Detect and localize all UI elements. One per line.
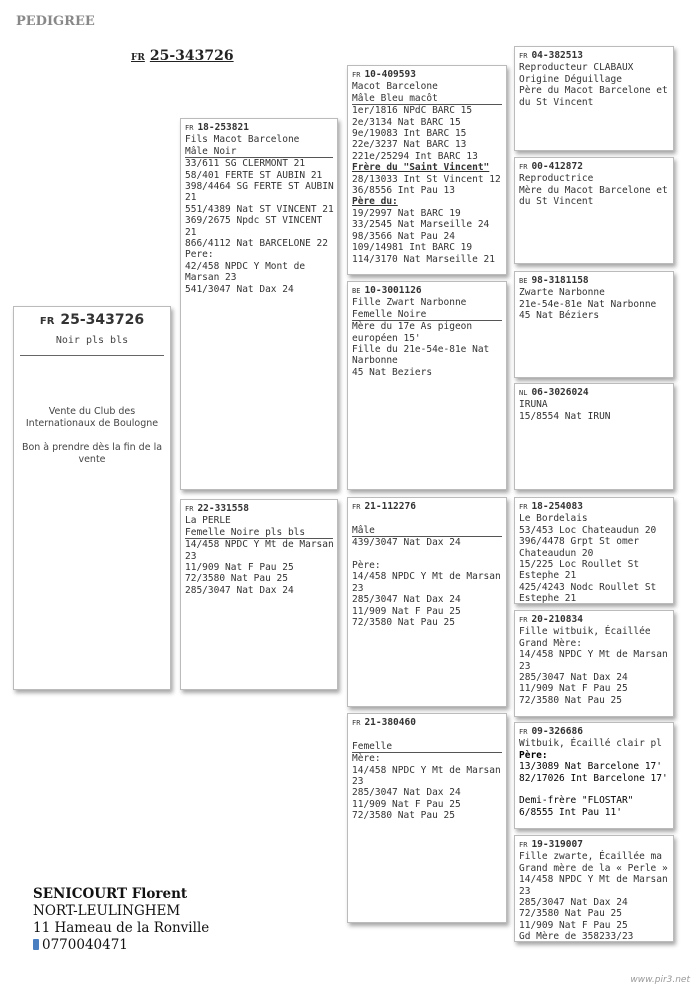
- ring-number: [352, 717, 502, 729]
- result-line: 22e/3237 Nat BARC 13: [352, 139, 467, 151]
- pigeon-sex-color: Mâle Noir: [185, 145, 237, 157]
- relation-label: Père:: [519, 749, 548, 761]
- result-line: 11/909 Nat F Pau 25: [352, 798, 461, 810]
- result-line: 13/3089 Nat Barcelone 17': [519, 761, 662, 773]
- sire-sire-dam-card: [514, 157, 674, 264]
- relation-label: Frère du "Saint Vincent": [352, 162, 490, 174]
- result-line: 45 Nat Beziers: [352, 366, 433, 378]
- pigeon-name: La PERLE: [185, 515, 231, 527]
- result-line: 9e/19083 Int BARC 15: [352, 128, 467, 140]
- result-line: Grand Mère:: [519, 637, 582, 649]
- result-line: 369/2675 Npdc ST VINCENT: [185, 215, 323, 227]
- pigeon-name: Macot Barcelone: [352, 81, 438, 93]
- result-line: 33/2545 Nat Marseille 24: [352, 219, 490, 231]
- result-line: 15/225 Loc Roullet St: [519, 559, 640, 571]
- result-line: 285/3047 Nat Dax 24: [519, 897, 628, 909]
- result-line: 21e-54e-81e Nat Narbonne: [519, 298, 657, 310]
- ring-id: 20-210834: [531, 614, 583, 625]
- result-line: 114/3170 Nat Marseille 21: [352, 253, 495, 265]
- result-line: 285/3047 Nat Dax 24: [185, 584, 294, 596]
- owner-info: [33, 886, 209, 954]
- result-line: 11/909 Nat F Pau 25: [519, 919, 628, 931]
- country-code: FR: [352, 503, 361, 511]
- result-line: Gd Mère de 358233/23: [519, 931, 634, 942]
- owner-name: SENICOURT Florent: [33, 886, 188, 902]
- sire-dam-card: [347, 281, 507, 490]
- pigeon-name: Fils Macot Barcelone: [185, 134, 300, 146]
- pigeon-name: Fille Zwart Narbonne: [352, 297, 467, 309]
- dam-sire-dam-card: [514, 610, 674, 717]
- result-line: Zwarte Narbonne: [519, 287, 605, 299]
- result-line: 14/458 NPDC Y Mt de Marsan: [519, 874, 668, 886]
- ring-number: [352, 285, 502, 297]
- result-line: 551/4389 Nat ST VINCENT 21: [185, 203, 334, 215]
- sire-card: [180, 118, 338, 490]
- owner-phone[interactable]: 0770040471: [42, 937, 128, 953]
- country-code: FR: [519, 728, 528, 736]
- result-line: 2e/3134 Nat BARC 15: [352, 116, 461, 128]
- country-code: FR: [131, 53, 145, 63]
- ring-id: 06-3026024: [531, 387, 589, 398]
- result-line: 28/13033 Int St Vincent 12: [352, 173, 501, 185]
- result-line: 23: [352, 582, 364, 594]
- result-line: IRUNA: [519, 399, 548, 411]
- result-line: 23: [352, 776, 364, 788]
- sire-dam-sire-card: [514, 271, 674, 378]
- result-line: 72/3580 Nat Pau 25: [519, 694, 622, 706]
- country-code: FR: [185, 505, 194, 513]
- result-line: 98/3566 Nat Pau 24: [352, 230, 455, 242]
- result-line: 14/458 NPDC Y Mt de Marsan: [519, 649, 668, 661]
- result-line: 285/3047 Nat Dax 24: [519, 672, 628, 684]
- ring-number: [519, 50, 669, 62]
- country-code: FR: [519, 163, 528, 171]
- footer-site[interactable]: www.pir3.net: [630, 975, 690, 985]
- result-line: Marsan 23: [185, 272, 237, 284]
- top-ring-number: [131, 48, 234, 64]
- result-line: Origine Déguillage: [519, 73, 622, 85]
- main-note-offer: Bon à prendre dès la fin de la vente: [21, 441, 163, 465]
- ring-id: 18-254083: [531, 501, 583, 512]
- country-code: BE: [519, 277, 528, 285]
- dam-card: [180, 499, 338, 690]
- result-line: 14/458 NPDC Y Mt de Marsan: [352, 571, 501, 583]
- result-line: 23: [519, 885, 531, 897]
- owner-phone-row: [33, 937, 209, 954]
- result-line: européen 15': [352, 332, 421, 344]
- ring-id: 09-326686: [531, 726, 583, 737]
- result-line: 396/4478 Grpt St omer: [519, 536, 640, 548]
- ring-number: [352, 501, 502, 513]
- result-line: Mère:: [352, 753, 381, 765]
- page-title: PEDIGREE: [16, 14, 95, 29]
- result-line: 19/2997 Nat BARC 19: [352, 207, 461, 219]
- result-line: 11/909 Nat F Pau 25: [185, 562, 294, 574]
- result-line: 21: [185, 226, 197, 238]
- result-line: Pere:: [185, 249, 214, 261]
- result-line: 82/17026 Int Barcelone 17': [519, 772, 668, 784]
- ring-id: 00-412872: [531, 161, 583, 172]
- dam-sire-sire-card: [514, 497, 674, 604]
- result-line: 23: [519, 660, 531, 672]
- result-line: 221e/25294 Int BARC 13: [352, 150, 478, 162]
- country-code: NL: [519, 389, 528, 397]
- result-line: 33/611 SG CLERMONT 21: [185, 158, 306, 170]
- country-code: FR: [352, 71, 361, 79]
- result-line: Reproducteur CLABAUX: [519, 62, 634, 74]
- result-line: 439/3047 Nat Dax 24: [352, 537, 461, 549]
- result-line: Chateaudun 20: [519, 547, 594, 559]
- result-line: Fille witbuik, Écaillée: [519, 626, 651, 638]
- result-line: 72/3580 Nat Pau 25: [352, 617, 455, 629]
- ring-id: 21-112276: [364, 501, 416, 512]
- result-line: 21: [185, 192, 197, 204]
- result-line: 15/8554 Nat IRUN: [519, 410, 611, 422]
- result-line: 285/3047 Nat Dax 24: [352, 787, 461, 799]
- result-line: Mère du Macot Barcelone et: [519, 184, 668, 196]
- result-line: 14/458 NPDC Y Mt de Marsan: [185, 539, 334, 551]
- country-code: BE: [352, 287, 361, 295]
- result-line: 53/453 Loc Chateaudun 20: [519, 524, 657, 536]
- result-line: du St Vincent: [519, 96, 594, 108]
- ring-number: [352, 69, 502, 81]
- ring-number: [519, 275, 669, 287]
- relation-label: Père du:: [352, 196, 398, 208]
- result-line: Narbonne: [352, 355, 398, 367]
- phone-icon: [33, 939, 39, 950]
- ring-number: [519, 387, 669, 399]
- result-line: 541/3047 Nat Dax 24: [185, 283, 294, 295]
- ring-number: [519, 501, 669, 513]
- dam-dam-card: [347, 713, 507, 923]
- ring-id: 98-3181158: [531, 275, 589, 286]
- result-line: du St Vincent: [519, 196, 594, 208]
- sire-dam-dam-card: [514, 383, 674, 490]
- result-line: 285/3047 Nat Dax 24: [352, 594, 461, 606]
- country-code: FR: [519, 52, 528, 60]
- ring-id: 19-319007: [531, 839, 583, 850]
- result-line: 6/8555 Int Pau 11': [519, 806, 622, 818]
- result-line: Père:: [352, 560, 381, 572]
- result-line: Fille du 21e-54e-81e Nat: [352, 344, 490, 356]
- ring-id: 21-380460: [364, 717, 416, 728]
- pigeon-sex-color: Femelle Noire: [352, 308, 427, 320]
- ring-id: 25-343726: [149, 48, 234, 64]
- country-code: FR: [519, 841, 528, 849]
- pigeon-sex-color: Mâle: [352, 524, 375, 536]
- ring-number: [519, 839, 669, 851]
- ring-id: 18-253821: [197, 122, 249, 133]
- ring-number: [185, 122, 333, 134]
- country-code: FR: [519, 616, 528, 624]
- result-line: 866/4112 Nat BARCELONE 22: [185, 238, 328, 250]
- main-color: Noir pls bls: [55, 335, 129, 347]
- result-line: Père du Macot Barcelone et: [519, 85, 668, 97]
- owner-address: 11 Hameau de la Ronville: [33, 920, 210, 936]
- country-code: FR: [39, 316, 55, 327]
- result-line: Fille zwarte, Écaillée ma: [519, 851, 662, 863]
- ring-id: 22-331558: [197, 503, 249, 514]
- sire-sire-card: [347, 65, 507, 275]
- result-line: 14/458 NPDC Y Mt de Marsan: [352, 764, 501, 776]
- pigeon-sex-color: Femelle Noire pls bls: [185, 526, 306, 538]
- result-line: Witbuik, Écaillé clair pl: [519, 738, 662, 750]
- result-line: 72/3580 Nat Pau 25: [352, 810, 455, 822]
- result-line: Le Bordelais: [519, 513, 588, 525]
- result-line: 45 Nat Béziers: [519, 310, 600, 322]
- ring-number: [519, 614, 669, 626]
- pigeon-name: [352, 729, 502, 740]
- result-line: Grand mère de la « Perle »: [519, 862, 668, 874]
- result-line: 36/8556 Int Pau 13: [352, 185, 455, 197]
- ring-id: 25-343726: [60, 312, 145, 328]
- dam-dam-dam-card: [514, 835, 674, 942]
- result-line: 23: [185, 550, 197, 562]
- country-code: FR: [519, 503, 528, 511]
- ring-number: [519, 161, 669, 173]
- result-line: 11/909 Nat F Pau 25: [352, 605, 461, 617]
- ring-id: 10-409593: [364, 69, 416, 80]
- result-line: 72/3580 Nat Pau 25: [519, 908, 622, 920]
- divider: [20, 355, 164, 356]
- ring-number: [519, 726, 669, 738]
- country-code: FR: [352, 719, 361, 727]
- result-line: Reproductrice: [519, 173, 594, 185]
- result-line: 398/4464 SG FERTE ST AUBIN: [185, 181, 334, 193]
- result-line: Estephe 21: [519, 593, 577, 604]
- pigeon-sex-color: Mâle Bleu macôt: [352, 92, 438, 104]
- ring-id: 10-3001126: [364, 285, 422, 296]
- result-line: 11/909 Nat F Pau 25: [519, 683, 628, 695]
- dam-dam-sire-card: [514, 722, 674, 829]
- result-line: 42/458 NPDC Y Mont de: [185, 260, 306, 272]
- ring-id: 04-382513: [531, 50, 583, 61]
- result-line: 58/401 FERTE ST AUBIN 21: [185, 169, 323, 181]
- spacer: [519, 784, 669, 795]
- owner-city: NORT-LEULINGHEM: [33, 903, 181, 919]
- result-line: 425/4243 Nodc Roullet St: [519, 581, 657, 593]
- result-line: 72/3580 Nat Pau 25: [185, 573, 288, 585]
- main-pigeon-card: [13, 306, 171, 690]
- result-line: [352, 549, 502, 560]
- country-code: FR: [185, 124, 194, 132]
- result-line: 1er/1816 NPdC BARC 15: [352, 105, 473, 117]
- pigeon-name: [352, 513, 502, 524]
- result-line: Mère du 17e As pigeon: [352, 321, 473, 333]
- ring-number: [185, 503, 333, 515]
- sire-sire-sire-card: [514, 46, 674, 151]
- result-line: 109/14981 Int BARC 19: [352, 242, 473, 254]
- relation-label: Demi-frère "FLOSTAR": [519, 795, 634, 807]
- dam-sire-card: [347, 497, 507, 707]
- main-note-sale: Vente du Club des Internationaux de Boulogne: [25, 405, 159, 429]
- result-line: Estephe 21: [519, 570, 577, 582]
- main-ring: [20, 312, 164, 328]
- pigeon-sex-color: Femelle: [352, 740, 393, 752]
